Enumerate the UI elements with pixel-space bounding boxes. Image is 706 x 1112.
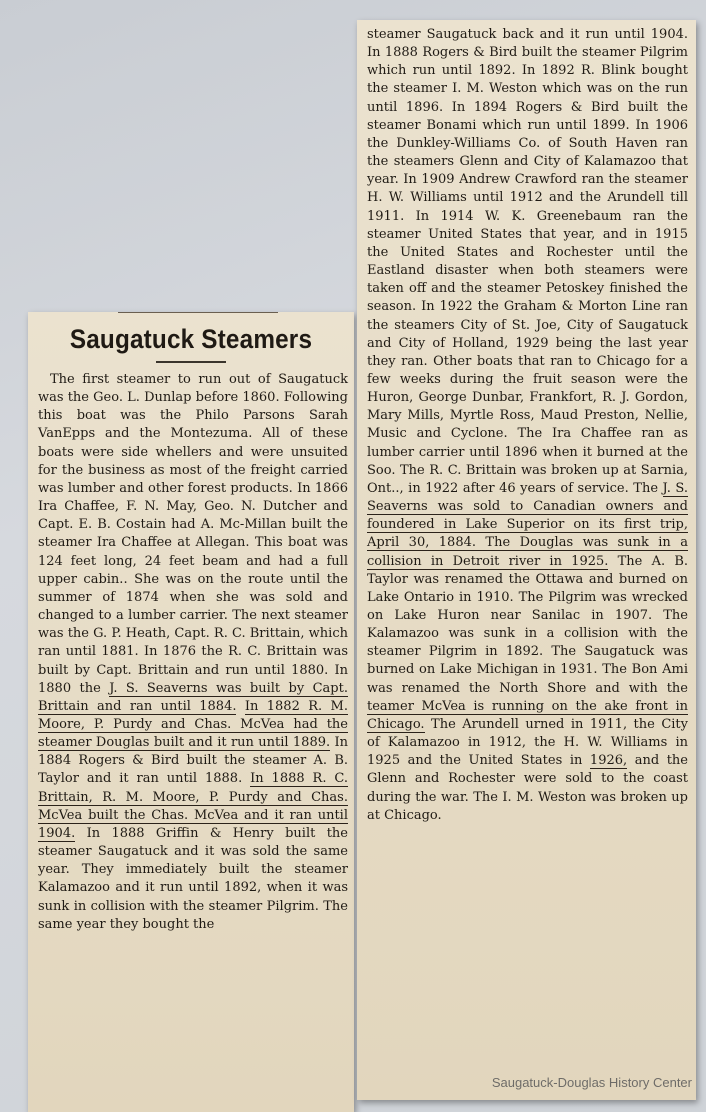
left-article-column xyxy=(28,371,354,934)
underlined-passage: J. S. Seaverns was sold to Canadian owners and foundered in Lake Superior on its first trip, April 30, 1884. The Douglas was sunk in a collision in Detroit river in 1925. xyxy=(367,480,688,569)
right-article-column xyxy=(357,20,696,825)
text-passage: The Arundell urned in 1911, the City of Kalamazoo in 1912, the H. W. Williams in 1925 and the United States in xyxy=(367,716,688,769)
underlined-passage: 1926, xyxy=(589,753,628,769)
text-passage: The first steamer to run out of Saugatuck was the Geo. L. Dunlap before 1860. Following this boat was the Philo Parsons Sarah VanEpps and the Montezuma. All of these boats were side whellers and were unsuited for the business as most of the freight carried was lumber and other forest products. In 1866 Ira Chaffee, F. N. May, Geo. N. Dutcher and Capt. E. B. Costain had A. Mc-Millan built the steamer Ira Chaffee at Allegan. This boat was 124 feet long, 24 feet beam and had a full upper cabin.. She was on the route until the summer of 1874 when she was sold and changed to a lumber carrier. The next steamer was the G. P. Heath, Capt. R. C. Brittain, which ran until 1881. In 1876 the R. C. Brittain was built by Capt. Brittain and run until 1880. In 1880 the xyxy=(38,372,348,696)
text-passage: The A. B. Taylor was renamed the Ottawa and burned on Lake Ontario in 1910. The Pilgrim was wrecked on Lake Huron near Sanilac in 1907. The Kalamazoo was sunk in a collision with the steamer Pilgrim in 1892. The Saugatuck was burned on Lake Michigan in 1931. The Bon Ami was renamed the North Shore and with the xyxy=(367,553,688,696)
text-passage: and the Glenn and Rochester were sold to the coast during the war. The I. M. Weston was broken up at Chicago. xyxy=(367,753,688,823)
underlined-passage: teamer McVea is running on the ake front in Chicago. xyxy=(367,698,688,732)
underlined-passage: In 1888 R. C. Brittain, R. M. Moore, P. Purdy and Chas. McVea built the Chas. McVea and it ran until 1904. xyxy=(38,771,348,841)
left-paragraph xyxy=(38,371,348,934)
text-passage xyxy=(236,699,244,714)
title-rule xyxy=(156,361,226,363)
text-passage: In 1888 Griffin & Henry built the steamer Saugatuck and it was sold the same year. They immediately built the steamer Kalamazoo and it run until 1892, when it was sunk in collision with the steamer Pilgrim. The same year they bought the xyxy=(38,825,348,932)
underlined-passage: J. S. Seaverns was built by Capt. Brittain and ran until 1884. xyxy=(38,680,348,714)
right-clipping xyxy=(357,20,696,1100)
right-paragraph xyxy=(367,26,688,825)
left-clipping xyxy=(28,312,354,1112)
text-passage: steamer Saugatuck back and it run until 1904. In 1888 Rogers & Bird built the steamer Pilgrim which run until 1892. In 1892 R. Blink bought the steamer I. M. Weston which was on the run until 1896. In 1894 Rogers & Bird built the steamer Bonami which run until 1899. In 1906 the Dunkley-Williams Co. of South Haven ran the steamers Glenn and City of Kalamazoo that year. In 1909 Andrew Crawford ran the steamer H. W. Williams until 1912 and the Arundell till 1911. In 1914 W. K. Greenebaum ran the steamer United States that year, and in 1915 the United States and Rochester until the Eastland disaster when both steamers were taken off and the steamer Petoskey finished the season. In 1922 the Graham & Morton Line ran the steamers City of St. Joe, City of Saugatuck and City of Holland, 1929 being the last year they ran. Other boats that ran to Chicago for a few weeks during the fruit season were the Huron, George Dunbar, Frankfort, R. J. Gordon, Mary Mills, Myrtle Ross, Maud Preston, Nellie, Music and Cyclone. The Ira Chaffee ran as lumber carrier until 1896 when it burned at the Soo. The R. C. Brittain was broken up at Sarnia, Ont.., in 1922 after 46 years of service. The xyxy=(367,27,688,496)
article-title: Saugatuck Steamers xyxy=(69,324,313,354)
top-rule xyxy=(118,312,278,313)
text-passage: In 1884 Rogers & Bird built the steamer A. B. Taylor and it ran until 1888. xyxy=(38,735,349,787)
underlined-passage: In 1882 R. M. Moore, P. Purdy and Chas. McVea had the steamer Douglas built and it run until 1889. xyxy=(38,698,348,751)
watermark: Saugatuck-Douglas History Center xyxy=(491,1075,692,1090)
